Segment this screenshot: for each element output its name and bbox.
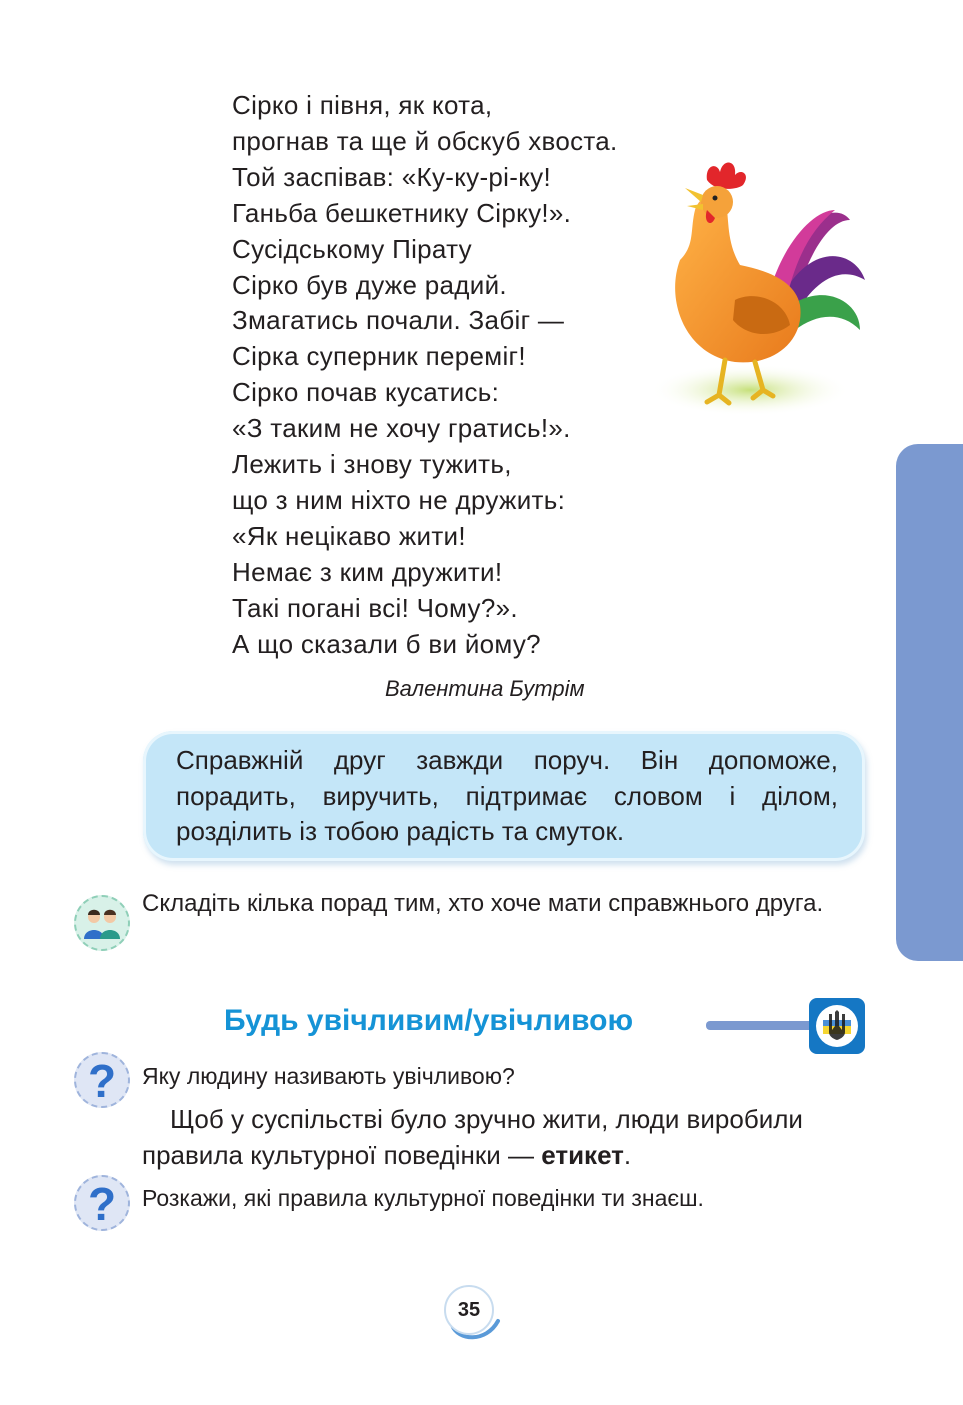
section-title: Будь увічливим/увічливою: [224, 1004, 634, 1037]
poem-line: Сірко був дуже радий.: [232, 269, 507, 300]
poem-line: Лежить і знову тужить,: [232, 449, 512, 480]
question-icon: [74, 1175, 130, 1231]
poem-line: Такі погані всі! Чому?».: [232, 592, 518, 623]
children-icon: [76, 897, 128, 949]
poem-line: Змагатись почали. Забіг —: [232, 305, 565, 336]
question-icon: [74, 1052, 130, 1108]
poem-line: Сусідському Пірату: [232, 233, 472, 264]
poem-line: Сірко і півня, як кота,: [232, 90, 493, 120]
page-number-badge: [444, 1285, 502, 1345]
heading-bar: [706, 1021, 816, 1030]
trident-emblem-icon: [809, 998, 865, 1054]
task-text: Складіть кілька порад тим, хто хоче мати справжнього друга.: [142, 890, 824, 917]
poem-line: А що сказали б ви йому?: [232, 628, 541, 659]
paragraph-end: .: [623, 1140, 632, 1170]
poem-line: Немає з ким дружити!: [232, 556, 503, 587]
quote-text: Справжній друг завжди поруч. Він допоможе, порадить, виручить, підтримає словом і ділом, розділить із тобою радість та смуток.: [176, 745, 838, 846]
poem-line: «Як нецікаво жити!: [232, 520, 466, 551]
poem-line: Сірко почав кусатись:: [232, 377, 500, 408]
rooster-illustration: [645, 140, 870, 420]
poem-line: Сірка суперник переміг!: [232, 341, 526, 372]
paragraph-text: Щоб у суспільстві було зручно жити, люди виробили правила культурної поведінки —: [142, 1104, 803, 1170]
question-2: Розкажи, які правила культурної поведінки ти знаєш.: [142, 1185, 704, 1211]
question-mark: ?: [87, 1055, 117, 1107]
etiquette-paragraph: [142, 1101, 868, 1173]
side-tab: [896, 444, 963, 961]
poem-line: Ганьба бешкетнику Сірку!».: [232, 197, 572, 228]
question-mark: ?: [87, 1178, 117, 1230]
poem-line: що з ним ніхто не дружить:: [232, 484, 566, 515]
poem-line: прогнав та ще й обскуб хвоста.: [232, 125, 618, 156]
page-number: 35: [444, 1285, 494, 1335]
question-1: Яку людину називають увічливою?: [142, 1063, 515, 1089]
poem-line: «З таким не хочу гратись!».: [232, 413, 571, 444]
poem: [232, 88, 692, 663]
paragraph-bold-term: етикет: [541, 1140, 624, 1170]
group-work-icon: [74, 895, 130, 951]
poem-line: Той заспівав: «Ку-ку-рі-ку!: [232, 161, 552, 192]
poem-author: Валентина Бутрім: [385, 676, 585, 701]
